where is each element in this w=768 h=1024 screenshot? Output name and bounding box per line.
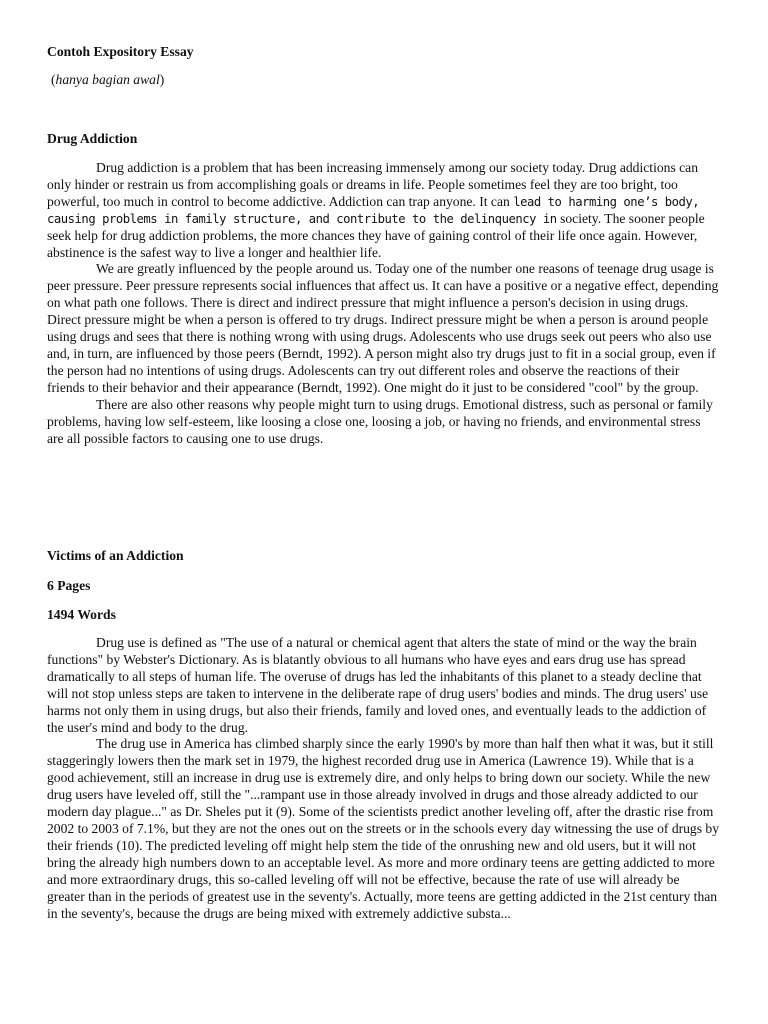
subtitle-text: hanya bagian awal <box>55 72 160 87</box>
subtitle-open-paren: ( <box>51 72 56 87</box>
section-body-victims <box>47 635 720 922</box>
paragraph: There are also other reasons why people might turn to using drugs. Emotional distress, such as personal or family problems, having low self-esteem, like loosing a close one, loosing a job, or having no friends, and environmental stress are all possible factors to causing one to use drugs. <box>47 396 713 446</box>
paragraph: Drug use is defined as "The use of a natural or chemical agent that alters the state of mind or the way the brain functions" by Webster's Dictionary. As is blatantly obvious to all humans who have eyes and ears drug use has spread dramatically to all steps of human life. The overuse of drugs has led the inhabitants of this planet to a steady decline that will not stop unless steps are taken to intervene in the deliberate rape of drug users' bodies and minds. The drug users' use harms not only them in using drugs, but also their friends, family and loved ones, and eventually leads to the addiction of the user's mind and body to the drug. <box>47 635 709 735</box>
document-subtitle <box>51 72 164 89</box>
page-count: 6 Pages <box>47 578 91 593</box>
paragraph: We are greatly influenced by the people around us. Today one of the number one reasons of teenage drug usage is peer pressure. Peer pressure represents social influences that affect us. It can have a positive or a negative effect, depending on what path one follows. There is direct and indirect pressure that might influence a person's decision in using drugs. Direct pressure might be when a person is offered to try drugs. Indirect pressure might be when a person is around people using drugs and sees that there is nothing wrong with using drugs. Adolescents who use drugs seek out peers who also use and, in turn, are influenced by those peers (Berndt, 1992). A person might also try drugs just to fit in a social group, even if the person had no intentions of using drugs. Adolescents can try out different roles and observe the reactions of their friends to their behavior and their appearance (Berndt, 1992). One might do it just to be considered "cool" by the group. <box>47 261 719 395</box>
paragraph: The drug use in America has climbed sharply since the early 1990's by more than half then what it was, but it still staggeringly lowers then the mark set in 1979, the highest recorded drug use in America (Lawrence 19). While that is a good achievement, still an increase in drug use is extremely dire, and only helps to bring down our society. While the new drug users have leveled off, still the "...rampant use in those already involved in drugs and those already addicted to our modern day plague..." as Dr. Sheles put it (9). Some of the scientists predict another leveling off, after the drastic rise from 2002 to 2003 of 7.1%, but they are not the ones out on the streets or in the schools every day witnessing the use of drugs by their friends (10). The predicted leveling off might help stem the tide of the onrushing new and old users, but it will not bring the already high numbers down to an acceptable level. As more and more ordinary teens are getting addicted to more and more extraordinary drugs, this so-called leveling off will not be effective, because the rate of use will already be greater than in the periods of greatest use in the seventy's. Actually, more teens are getting addicted in the 21st century than in the seventy's, because the drugs are being mixed with extremely addictive substa... <box>47 736 720 921</box>
word-count: 1494 Words <box>47 607 116 622</box>
paragraph <box>47 160 720 261</box>
paragraph-text: Drug addiction is a problem that has been increasing immensely among our society today. Drug addictions can only hinder or restrain us from accomplishing goals or dreams in life. People sometimes feel they are too bright, too powerful, too much in control to become addictive. Addiction can trap anyone. It can <box>47 160 698 209</box>
section-body-drug-addiction <box>47 160 720 447</box>
paragraph-text-mono: lead to harming one’s body, causing problems in family structure, and contribute to the delinquency in <box>47 194 700 226</box>
section-heading-drug-addiction: Drug Addiction <box>47 131 138 146</box>
section-heading-victims: Victims of an Addiction <box>47 548 184 563</box>
subtitle-close-paren: ) <box>159 72 165 87</box>
paragraph-text: society. The sooner people seek help for drug addiction problems, the more chances they have of gaining control of their life once again. However, abstinence is the safest way to live a longer and healthier life. <box>47 210 705 260</box>
document-title: Contoh Expository Essay <box>47 44 194 59</box>
